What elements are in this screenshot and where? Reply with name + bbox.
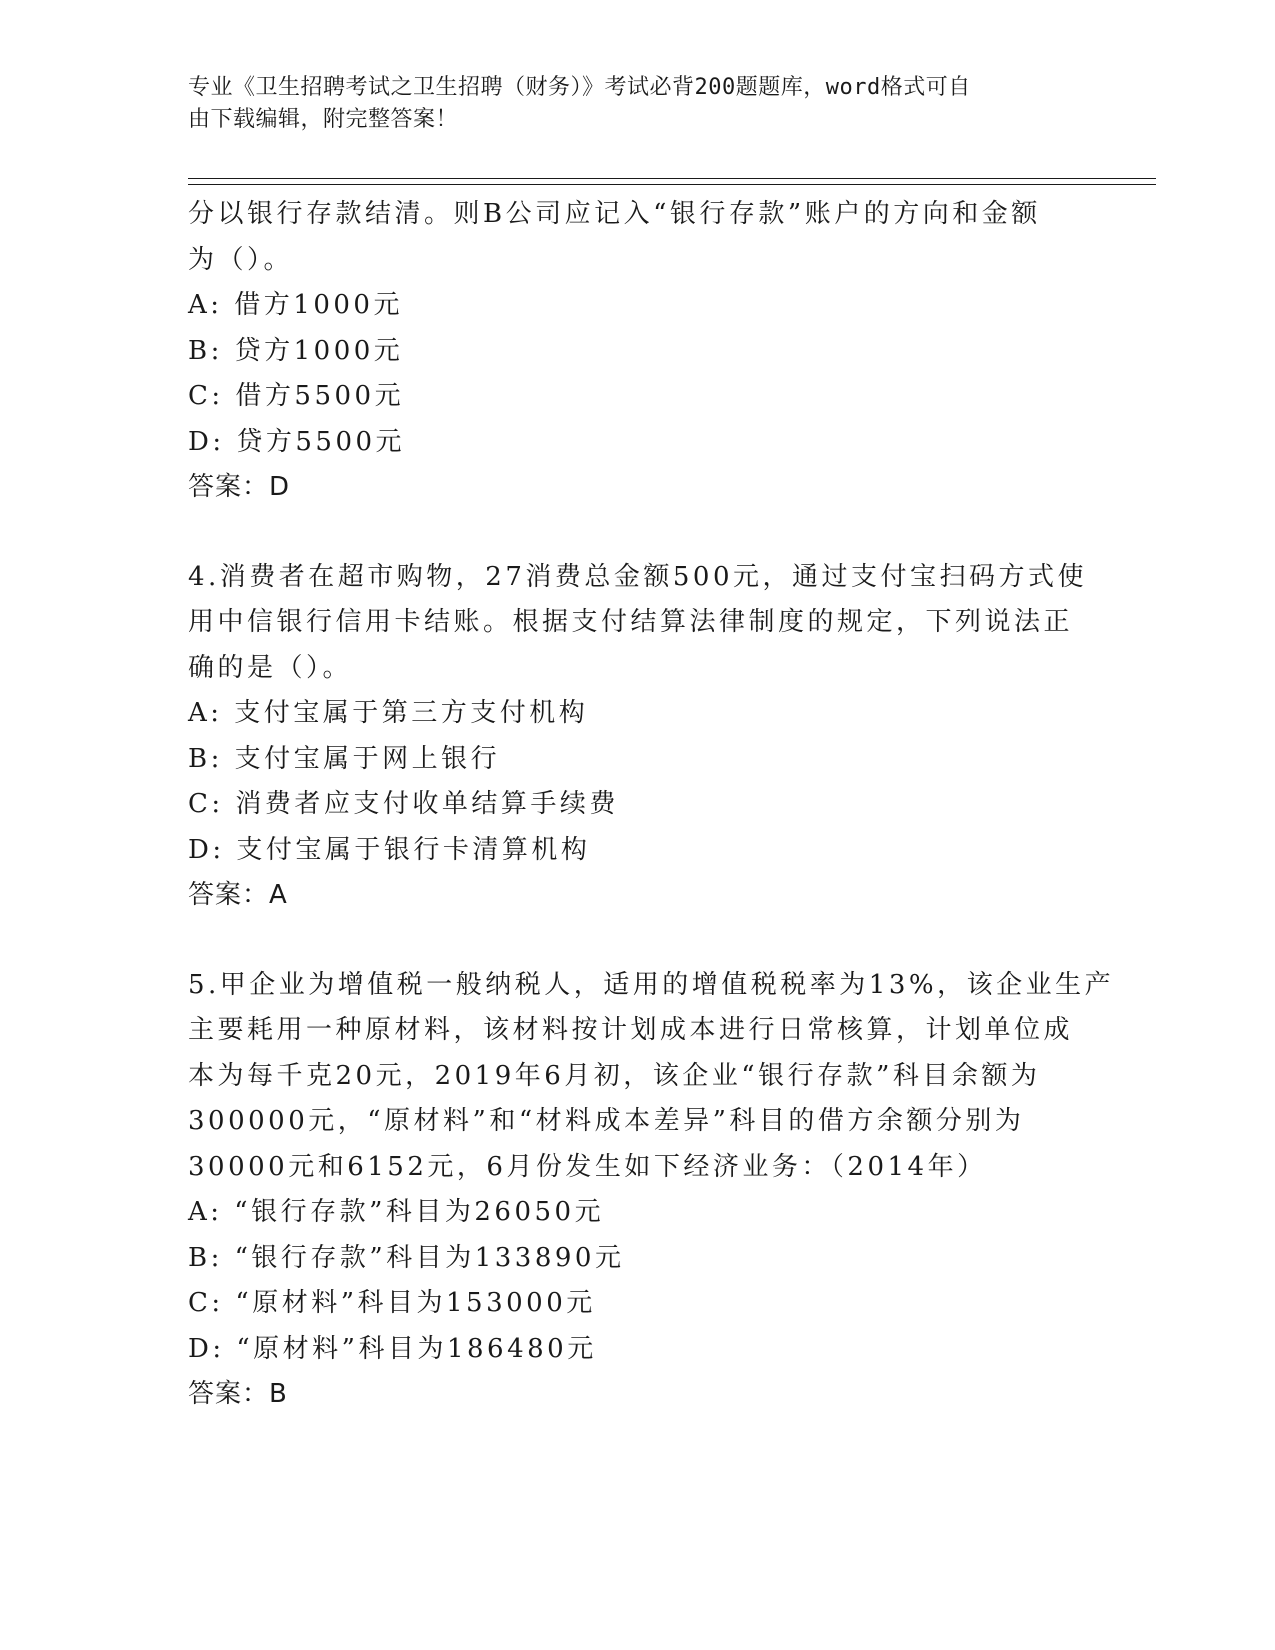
question-3-answer: 答案：D xyxy=(188,472,291,502)
spacer xyxy=(188,919,1088,963)
question-5-option-c: C: “原材料”科目为153000元 xyxy=(188,1288,596,1318)
question-3-option-b: B: 贷方1000元 xyxy=(188,335,404,366)
question-4-stem-line-1: 4.消费者在超市购物，27消费总金额500元，通过支付宝扫码方式使 xyxy=(188,561,1088,592)
question-3-option-a: A: 借方1000元 xyxy=(188,290,403,320)
question-3-stem-line-2: 为（）。 xyxy=(188,244,294,275)
question-4 xyxy=(188,555,1088,919)
header-divider-bottom xyxy=(188,184,1156,185)
header-line-1: 专业《卫生招聘考试之卫生招聘（财务）》考试必背200题题库，word格式可自 xyxy=(188,75,971,100)
question-list xyxy=(188,192,1115,1418)
question-5-answer: 答案：B xyxy=(188,1379,288,1409)
question-4-stem-line-2: 用中信银行信用卡结账。根据支付结算法律制度的规定，下列说法正 xyxy=(188,607,1074,637)
header-divider-top xyxy=(188,178,1156,179)
header-line-2: 由下载编辑，附完整答案！ xyxy=(188,107,459,132)
question-4-option-b: B: 支付宝属于网上银行 xyxy=(188,743,501,774)
question-3 xyxy=(188,192,1088,511)
question-5 xyxy=(188,963,1115,1418)
question-4-option-c: C: 消费者应支付收单结算手续费 xyxy=(188,789,619,819)
document-header xyxy=(188,72,1068,136)
question-5-stem-line-5: 30000元和6152元，6月份发生如下经济业务：（2014年） xyxy=(188,1151,987,1182)
question-4-option-a: A: 支付宝属于第三方支付机构 xyxy=(188,698,589,728)
question-5-stem-line-4: 300000元，“原材料”和“材料成本差异”科目的借方余额分别为 xyxy=(188,1106,1025,1136)
question-5-option-b: B: “银行存款”科目为133890元 xyxy=(188,1242,625,1273)
question-5-stem-line-2: 主要耗用一种原材料，该材料按计划成本进行日常核算，计划单位成 xyxy=(188,1015,1074,1045)
question-4-option-d: D: 支付宝属于银行卡清算机构 xyxy=(188,834,591,865)
question-4-answer: 答案：A xyxy=(188,880,288,910)
question-5-option-d: D: “原材料”科目为186480元 xyxy=(188,1333,597,1364)
question-5-option-a: A: “银行存款”科目为26050元 xyxy=(188,1197,605,1227)
question-3-stem-line-1: 分以银行存款结清。则B公司应记入“银行存款”账户的方向和金额 xyxy=(188,199,1041,229)
question-3-option-d: D: 贷方5500元 xyxy=(188,426,406,457)
question-3-option-c: C: 借方5500元 xyxy=(188,381,405,411)
question-4-stem-line-3: 确的是（）。 xyxy=(188,652,353,683)
spacer xyxy=(188,511,1088,555)
question-5-stem-line-3: 本为每千克20元，2019年6月初，该企业“银行存款”科目余额为 xyxy=(188,1060,1041,1091)
question-5-stem-line-1: 5.甲企业为增值税一般纳税人，适用的增值税税率为13%，该企业生产 xyxy=(188,969,1115,1000)
